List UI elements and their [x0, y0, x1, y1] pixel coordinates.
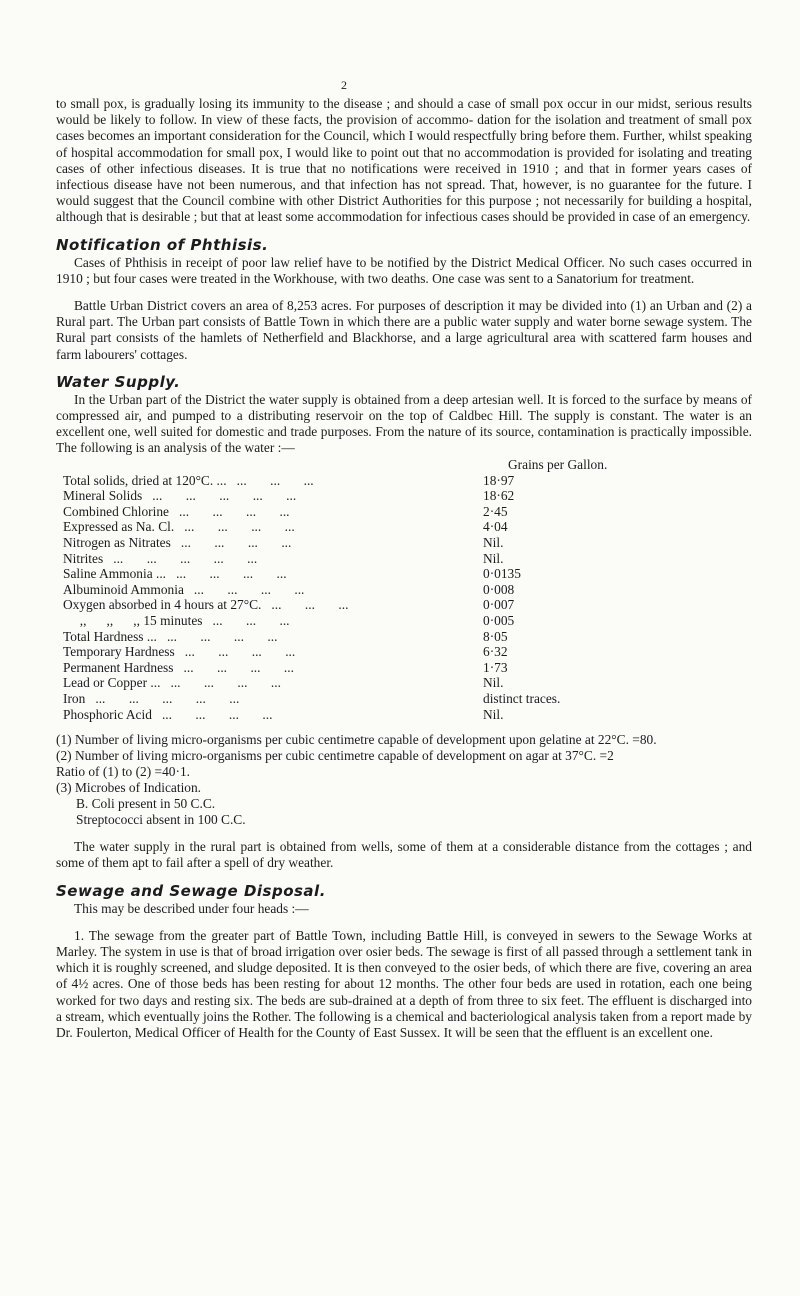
analysis-value: Nil. [483, 706, 504, 722]
analysis-value: 18·62 [483, 488, 515, 504]
leader-dots: ... ... ... ... [151, 706, 273, 722]
analysis-label: Lead or Copper ... ... ... ... ... [63, 675, 281, 691]
analysis-label: Albuminoid Ammonia ... ... ... ... [63, 581, 305, 597]
heading-sewage: Sewage and Sewage Disposal. [56, 881, 326, 900]
analysis-value: 0·005 [483, 613, 515, 628]
analysis-value: 18·97 [483, 472, 515, 488]
note-ratio: Ratio of (1) to (2) =40·1. [56, 764, 190, 780]
analysis-value: distinct traces. [483, 690, 561, 706]
analysis-label: Total Hardness ... ... ... ... ... [63, 628, 278, 644]
page-number: 2 [341, 78, 347, 92]
leader-dots: ... ... ... ... [183, 581, 305, 597]
analysis-value: 6·32 [483, 644, 508, 660]
analysis-label: Combined Chlorine ... ... ... ... [63, 503, 290, 519]
leader-dots: ... ... ... ... [174, 519, 295, 535]
analysis-unit-header: Grains per Gallon. [508, 456, 608, 472]
analysis-value: 4·04 [483, 519, 508, 535]
leader-dots: ... ... ... ... [160, 675, 281, 691]
note-gelatine: (1) Number of living micro-organisms per cubic centimetre capable of development upon gelatine at 22°C. =80. [56, 732, 657, 748]
analysis-label: Oxygen absorbed in 4 hours at 27°C. ... ... ... [63, 597, 349, 613]
analysis-label: Nitrites ... ... ... ... ... [63, 550, 258, 566]
leader-dots: ... ... ... ... [156, 628, 278, 644]
paragraph-intro: to small pox, is gradually losing its immunity to the disease ; and should a case of small pox occur in our midst, serious results would be likely to follow. In view of these facts, the provision of accommo- dation for the isolation and treatment of small pox cases becomes an important consideration for the Council, which I would respectfully bring before them. Further, whilst speaking of hospital accommodation for small pox, I would like to point out that no accommodation is provided for isolating and treating cases of other infectious diseases. It is true that no notifications were received in 1910 ; and that in former years cases of infectious disease have not been numerous, and that infection has not spread. That, however, is no guarantee for the future. I would suggest that the Council combine with other District Authorities for this purpose ; not necessarily for building a hospital, although that is desirable ; but that at least some accommodation for infectious cases should be provided in case of an emergency. [56, 96, 752, 225]
leader-dots: ... ... ... ... [173, 659, 294, 675]
analysis-table [63, 473, 560, 723]
analysis-value: 1·73 [483, 659, 508, 675]
analysis-value: 0·007 [483, 597, 515, 613]
analysis-row [63, 535, 560, 551]
leader-dots: ... ... ... ... ... [142, 488, 297, 504]
leader-dots: ... ... ... ... [166, 566, 287, 582]
analysis-label: ,, ,, ,, 15 minutes ... ... ... [63, 613, 290, 628]
heading-phthisis: Notification of Phthisis. [56, 235, 269, 254]
analysis-label: Total solids, dried at 120°C. ... ... ... ... [63, 472, 314, 488]
leader-dots: ... ... ... ... [169, 503, 290, 519]
analysis-value: Nil. [483, 535, 504, 551]
analysis-notes [56, 732, 752, 828]
analysis-row [63, 707, 560, 723]
analysis-value: 0·008 [483, 581, 515, 597]
analysis-label: Nitrogen as Nitrates ... ... ... ... [63, 535, 292, 551]
analysis-value: Nil. [483, 675, 504, 691]
analysis-label: Iron ... ... ... ... ... [63, 690, 240, 706]
leader-dots: ... ... ... [261, 597, 349, 613]
analysis-row [63, 691, 560, 707]
analysis-row [63, 519, 560, 535]
analysis-value: 0·0135 [483, 566, 521, 582]
analysis-label: Temporary Hardness ... ... ... ... [63, 644, 296, 660]
analysis-row [63, 597, 560, 613]
note-bcoli: B. Coli present in 50 C.C. [76, 796, 216, 812]
analysis-row [63, 488, 560, 504]
leader-dots: ... ... ... ... ... [85, 690, 240, 706]
leader-dots: ... ... ... ... ... [103, 550, 258, 566]
analysis-row [63, 551, 560, 567]
analysis-row [63, 473, 560, 489]
analysis-row [63, 566, 560, 582]
paragraph-rural-water: The water supply in the rural part is obtained from wells, some of them at a considerable distance from the cottages ; and some of them apt to fail after a spell of dry weather. [56, 839, 752, 871]
analysis-label: Mineral Solids ... ... ... ... ... [63, 488, 297, 504]
analysis-row [63, 675, 560, 691]
page-body [56, 96, 752, 1041]
note-microbes: (3) Microbes of Indication. [56, 780, 202, 796]
paragraph-sewage-intro: This may be described under four heads :— [74, 900, 309, 916]
heading-water-supply: Water Supply. [56, 372, 181, 391]
analysis-row [63, 644, 560, 660]
analysis-label: Phosphoric Acid ... ... ... ... [63, 706, 273, 722]
analysis-label: Saline Ammonia ... ... ... ... ... [63, 566, 287, 582]
paragraph-water: In the Urban part of the District the water supply is obtained from a deep artesian well. It is forced to the surface by means of compressed air, and pumped to a distributing reservoir on the top of Caldbec Hill. The supply is constant. The water is an excellent one, well suited for domestic and trade purposes. From the nature of its source, contamination is practically impossible. The following is an analysis of the water :— [56, 391, 752, 456]
analysis-row [63, 504, 560, 520]
note-agar: (2) Number of living micro-organisms per cubic centimetre capable of development on agar at 37°C. =2 [56, 748, 614, 764]
leader-dots: ... ... ... [202, 613, 290, 628]
analysis-value: Nil. [483, 550, 504, 566]
analysis-label: Permanent Hardness ... ... ... ... [63, 659, 294, 675]
analysis-label: Expressed as Na. Cl. ... ... ... ... [63, 519, 295, 535]
paragraph-sewage-1: 1. The sewage from the greater part of Battle Town, including Battle Hill, is conveyed in sewers to the Sewage Works at Marley. The system in use is that of broad irrigation over osier beds. The sewage is first of all passed through a settlement tank in which it is roughly screened, and sludge deposited. It is then conveyed to the osier beds, of which there are five, covering an area of 4½ acres. One of those beds has been resting for about 12 months. The other four beds are used in rotation, each one being worked for two days and resting six. The beds are sub-drained at a depth of from three to six feet. The effluent is discharged into a stream, which eventually joins the Rother. The following is a chemical and bacteriological analysis taken from a report made by Dr. Foulerton, Medical Officer of Health for the County of East Sussex. It will be seen that the effluent is an excellent one. [56, 927, 752, 1040]
leader-dots: ... ... ... [226, 472, 314, 488]
analysis-value: 2·45 [483, 503, 508, 519]
paragraph-district: Battle Urban District covers an area of 8,253 acres. For purposes of description it may be divided into (1) an Urban and (2) a Rural part. The Urban part consists of Battle Town in which there are a public water supply and water borne sewage system. The Rural part consists of the hamlets of Netherfield and Blackhorse, and a large agricultural area with scattered farm houses and farm labourers' cottages. [56, 298, 752, 362]
leader-dots: ... ... ... ... [170, 535, 292, 551]
paragraph-phthisis: Cases of Phthisis in receipt of poor law relief have to be notified by the District Medical Officer. No such cases occurred in 1910 ; but four cases were treated in the Workhouse, with two deaths. One case was sent to a Sanatorium for treatment. [56, 254, 752, 286]
analysis-row [63, 629, 560, 645]
leader-dots: ... ... ... ... [174, 644, 296, 660]
analysis-row [63, 660, 560, 676]
analysis-value: 8·05 [483, 628, 508, 644]
analysis-row [63, 613, 560, 629]
analysis-row [63, 582, 560, 598]
note-streptococci: Streptococci absent in 100 C.C. [76, 812, 246, 828]
